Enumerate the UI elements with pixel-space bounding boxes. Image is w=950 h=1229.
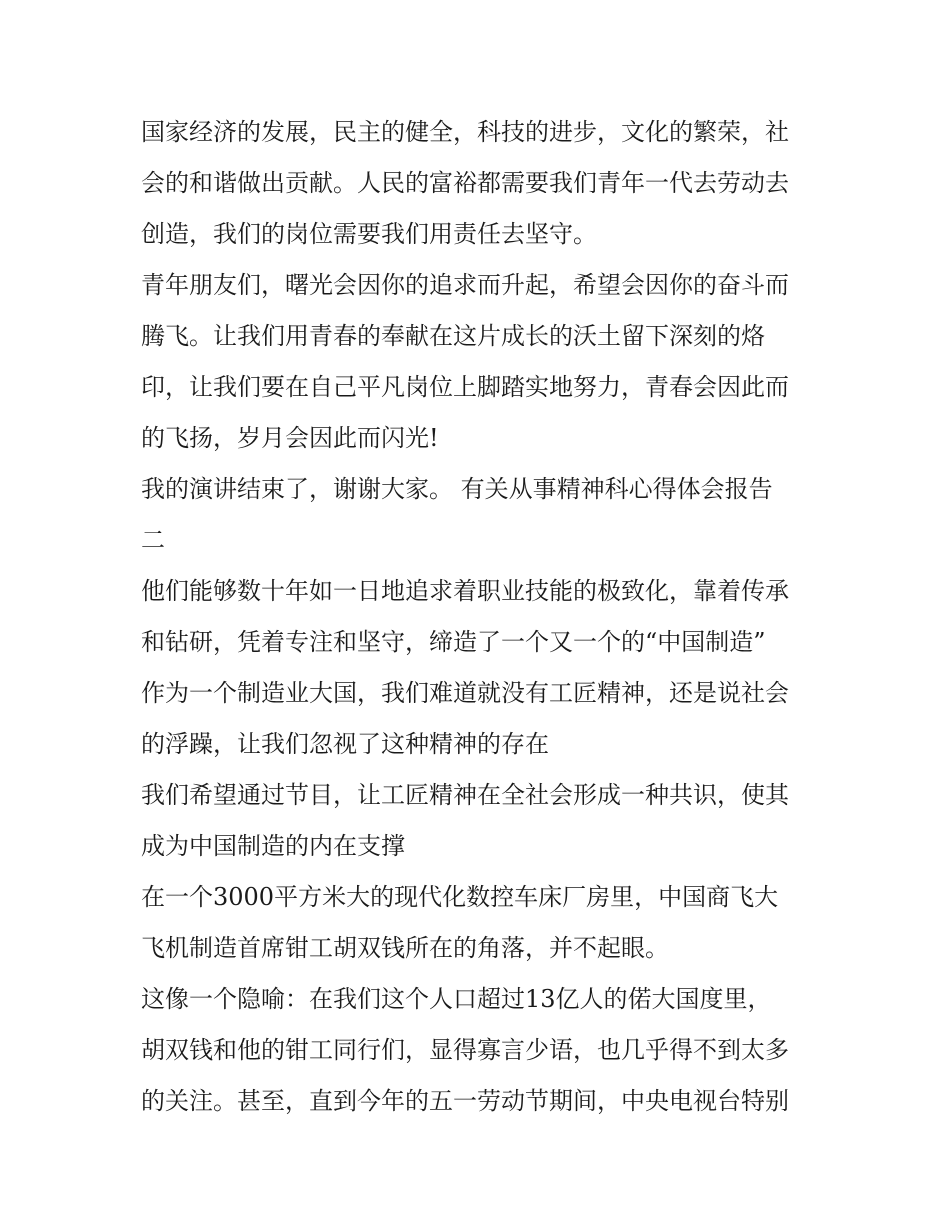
text-line: 印，让我们要在自己平凡岗位上脚踏实地努力，青春会因此而	[141, 373, 789, 401]
text-line: 胡双钱和他的钳工同行们，显得寡言少语，也几乎得不到太多	[141, 1036, 789, 1064]
text-line: 飞机制造首席钳工胡双钱所在的角落，并不起眼。	[141, 934, 669, 962]
text-line: 的浮躁，让我们忽视了这种精神的存在	[141, 730, 549, 758]
text-line: 他们能够数十年如一日地追求着职业技能的极致化，靠着传承	[141, 577, 789, 605]
text-line: 我们希望通过节目，让工匠精神在全社会形成一种共识，使其	[141, 781, 789, 809]
text-line: 和钻研，凭着专注和坚守，缔造了一个又一个的“中国制造”	[141, 628, 766, 656]
text-line: 作为一个制造业大国，我们难道就没有工匠精神，还是说社会	[141, 679, 789, 707]
body-text	[141, 107, 821, 1127]
text-line: 的飞扬，岁月会因此而闪光!	[141, 424, 439, 452]
text-line: 这像一个隐喻：在我们这个人口超过13亿人的偌大国度里，	[141, 985, 772, 1013]
text-line: 二	[141, 526, 165, 554]
text-line: 会的和谐做出贡献。人民的富裕都需要我们青年一代去劳动去	[141, 169, 789, 197]
text-line: 的关注。甚至，直到今年的五一劳动节期间，中央电视台特别	[141, 1087, 789, 1115]
text-line: 成为中国制造的内在支撑	[141, 832, 405, 860]
text-line: 腾飞。让我们用青春的奉献在这片成长的沃土留下深刻的烙	[141, 322, 765, 350]
text-line: 国家经济的发展，民主的健全，科技的进步，文化的繁荣，社	[141, 118, 789, 146]
text-line: 青年朋友们，曙光会因你的追求而升起，希望会因你的奋斗而	[141, 271, 789, 299]
text-line: 在一个3000平方米大的现代化数控车床厂房里，中国商飞大	[141, 883, 779, 911]
text-line: 创造，我们的岗位需要我们用责任去坚守。	[141, 220, 597, 248]
text-line: 我的演讲结束了，谢谢大家。 有关从事精神科心得体会报告	[141, 475, 773, 503]
